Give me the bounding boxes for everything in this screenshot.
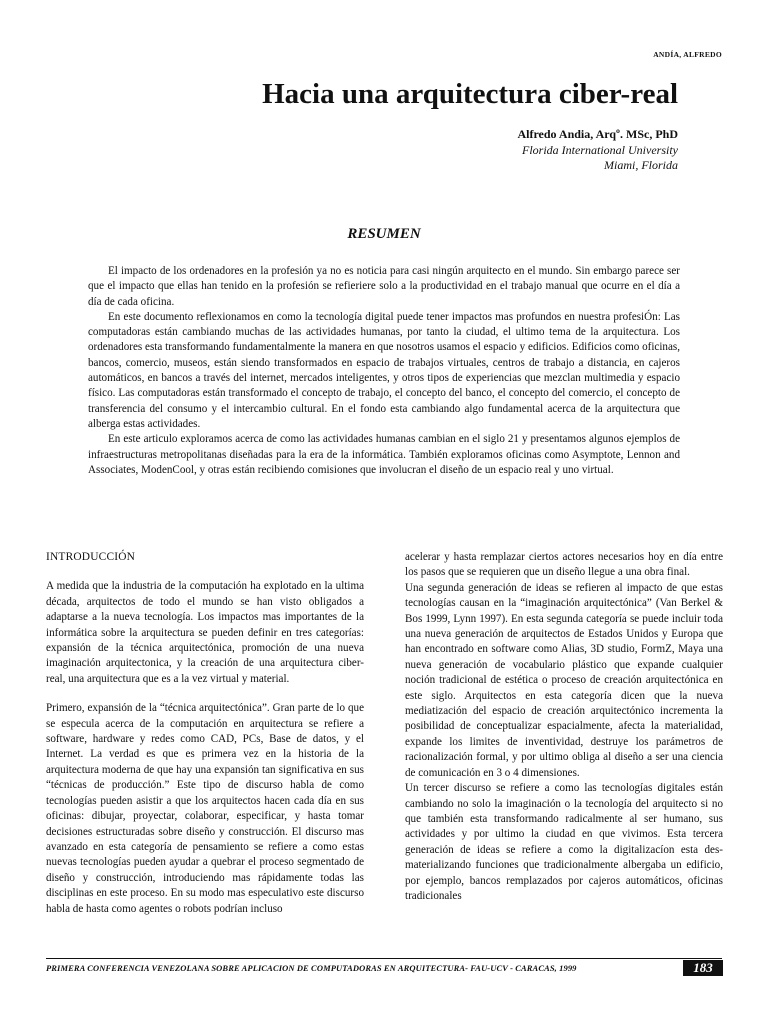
footer-rule <box>46 958 722 959</box>
abstract-paragraph: En este documento reflexionamos en como la tecnología digital puede tener impactos mas profundos en nuestra profesiÓn: Las computadoras están cambiando muchas de las actividades humanas, por tanto la ciudad, el ultimo tema de la arquitectura. Los ordenadores esta transformando fundamentalmente la manera en que nosotros usamos el espacio y edificios. Edificios como oficinas, bancos, comercio, museos, están siendo transformados en espacio de trabajos virtuales, centros de trabajo a distancia, en cajeros automáticos, en bancos a través del internet, mercados inteligentes, y otros tipos de experiencias que mezclan multimedia y espacio físico. Las computadoras están transformado el concepto de trabajo, el concepto del banco, el concepto del comercio, el concepto de transferencia del consumo y el intercambio cultural. En el fondo esta cambiando algo fundamental acerca de la arquitectura que alberga estas actividades. <box>88 310 680 430</box>
abstract-heading: RESUMEN <box>347 226 421 242</box>
body-column-right <box>405 550 723 904</box>
abstract-paragraph: El impacto de los ordenadores en la profesión ya no es noticia para casi ningún arquitecto en el mundo. Sin embargo parece ser que el impacto que ellas han tenido en la profesión se refieriere solo a la productividad en el trabajo manual que ocurre en el día a día de cada oficina. <box>88 265 680 308</box>
section-heading: INTRODUCCIÓN <box>46 551 136 563</box>
body-paragraph: Primero, expansión de la “técnica arquitectónica”. Gran parte de lo que se especula acerca de la computación en arquitectura se refiere a software, hardware y redes como CAD, PCs, Base de datos, y el Internet. La verdad es que es primera vez en la historia de la arquitectura moderna de que hay una expansión tan significativa en sus “técnicas de producción.” Este tipo de discurso habla de como tecnologías pueden asistir a que los arquitectos hacen cada día en sus oficinas: dibujar, proyectar, colaborar, especificar, y hasta tomar decisiones estructuradas sobre diseño y construcción. El discurso mas avanzado en esta categoría de pensamiento se refiere a como estas nuevas tecnologías pueden ayudar a quebrar el proceso segmentado de diseño y construcción, introduciendo mas rápidamente todas las disciplinas en este proceso. En su modo mas especulativo este discurso habla de hasta como agentes o robots podrían incluso <box>46 702 364 915</box>
footer-conference: PRIMERA CONFERENCIA VENEZOLANA SOBRE APLICACION DE COMPUTADORAS EN ARQUITECTURA- FAU-UCV - CARACAS, 1999 <box>46 963 577 973</box>
body-column-left <box>46 550 364 917</box>
author-block <box>517 127 678 174</box>
body-paragraph: Una segunda generación de ideas se refieren al impacto de que estas tecnologías causan en la “imaginación arquitectónica” (Van Berkel & Bos 1999, Lynn 1997). En esta segunda categoría se puede incluir toda una nueva generación de arquitectos de Estados Unidos y Europa que han encontrado en software como Alias, 3D studio, FormZ, Maya una nueva generación de vocabulario plástico que expande cualquier noción tradicional de estética o proceso de creación arquitectónica en este siglo. Arquitectos en esta categoría dicen que la nueva mediatización del espacio de creación arquitectónico incrementa la posibilidad de conceptualizar espacialmente, afecta la materialidad, expande los limites de inventividad, destruye los parámetros de racionalización formal, y por ultimo obliga al diseño a ser una ciencia de comunicación en 3 o 4 dimensiones. <box>405 581 723 779</box>
author-location: Miami, Florida <box>604 158 678 172</box>
body-paragraph: Un tercer discurso se refiere a como las tecnologías digitales están cambiando no solo la imaginación o la tecnología del arquitecto si no que también esta transformando radicalmente al ser humano, sus actividades y por ultimo la ciudad en que vivimos. Esta tercera generación de ideas se refiere a como la digitalizacíon esta des-materializando funciones que tradicionalmente albergaba un edificio, por ejemplo, bancos remplazados por cajeros automáticos, oficinas tradicionales <box>405 782 723 902</box>
page-number: 183 <box>683 960 723 976</box>
abstract-paragraph: En este articulo exploramos acerca de como las actividades humanas cambian en el siglo 21 y presentamos algunos ejemplos de infraestructuras metropolitanas diseñadas para la era de la informática. También exploramos oficinas como Asymptote, Lennon and Associates, ModenCool, y otras están recibiendo comisiones que involucran el diseño de un espacio real y uno virtual. <box>88 433 680 476</box>
paper-title: Hacia una arquitectura ciber-real <box>262 78 678 110</box>
body-paragraph: acelerar y hasta remplazar ciertos actores necesarios hoy en día entre los pasos que se requieren que un diseño llegue a una obra final. <box>405 551 723 579</box>
author-affiliation: Florida International University <box>522 142 678 157</box>
author-name: Alfredo Andia, Arqº. MSc, PhD <box>517 127 678 141</box>
running-head: ANDÍA, ALFREDO <box>653 50 722 59</box>
body-paragraph: A medida que la industria de la computación ha explotado en la ultima década, arquitectos de todo el mundo se han visto obligados a adaptarse a la nueva tecnología. Los impactos mas importantes de la informática sobre la arquitectura se pueden definir en tres categorías: expansión de la técnica arquitectónica, promoción de una nueva imaginación arquitectonica, y la creación de una arquitectura ciber-real, una arquitectura que es a la vez virtual y material. <box>46 580 364 685</box>
abstract <box>88 264 680 478</box>
